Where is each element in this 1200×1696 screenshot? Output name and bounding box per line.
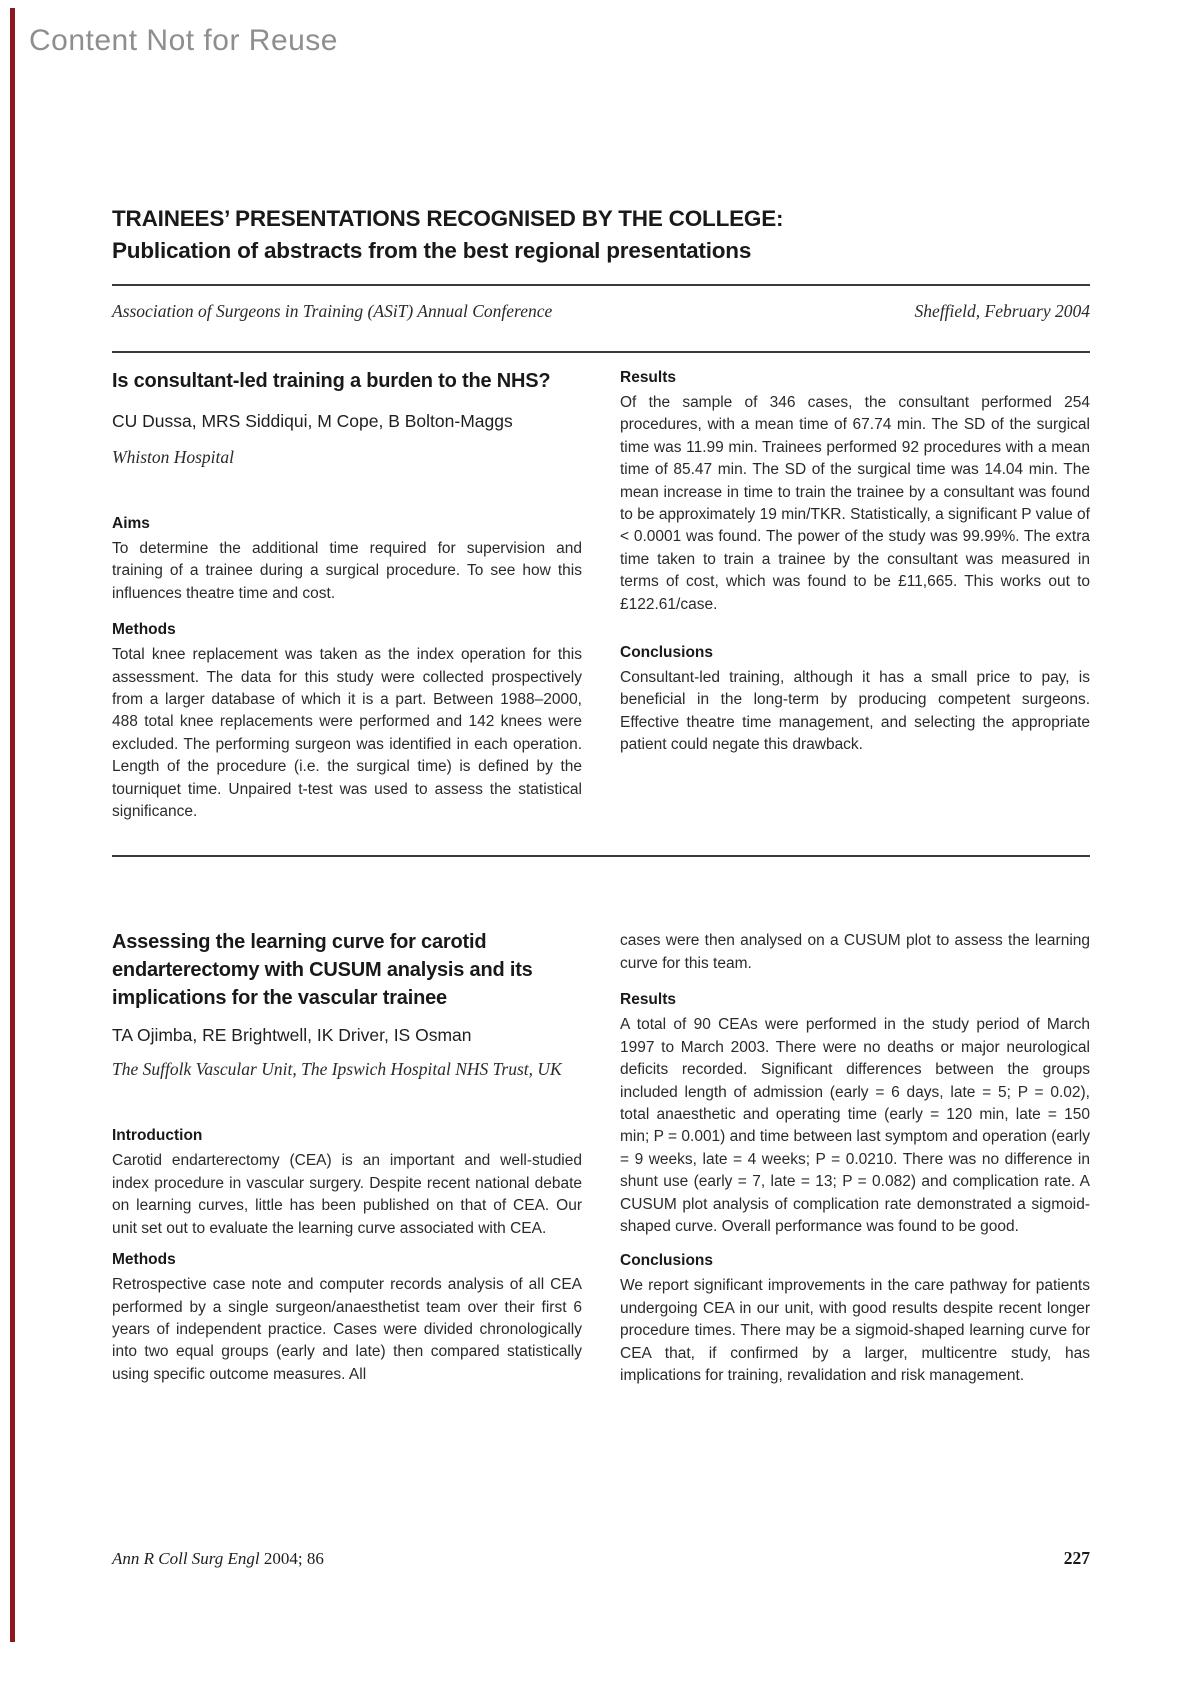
header-rule-bottom: [112, 351, 1090, 353]
abstract-divider-rule: [112, 855, 1090, 857]
abstract-1-results-text: Of the sample of 346 cases, the consultant performed 254 procedures, with a mean time of 67.74 min. The SD of the surgical time was 11.99 min. Trainees performed 92 procedures with a mean time of 85.47 min. The SD of the surgical time was 14.04 min. The mean increase in time to train the trainee by a consultant was found to be approximately 19 min/TKR. Statistically, a significant P value of < 0.0001 was found. The power of the study was 99.99%. The extra time taken to train a trainee by the consultant was measured in terms of cost, which was found to be £11,665. This works out to £122.61/case.: [620, 394, 1090, 613]
page-content: [112, 203, 1090, 1387]
spine-accent-strip: [10, 8, 15, 1642]
journal-citation: [112, 1549, 324, 1569]
abstract-1-methods-text: Total knee replacement was taken as the index operation for this assessment. The data for this study were collected prospectively from a larger database of which it is a part. Between 1988–2000, 488 total knee replacements were performed and 142 knees were excluded. The performing surgeon was identified in each operation. Length of the procedure (i.e. the surgical time) is defined by the tourniquet time. Unpaired t-test was used to assess the statistical significance.: [112, 646, 582, 821]
abstract-2-methods-heading: Methods: [112, 1251, 176, 1269]
header-rule-top: [112, 284, 1090, 286]
conference-row: [112, 301, 1090, 322]
abstract-2-methods-text: Retrospective case note and computer records analysis of all CEA performed by a single surgeon/anaesthetist team over their first 6 years of independent practice. Cases were divided chronologically into two equal groups (early and late) then compared statistically using specific outcome measures. All: [112, 1276, 582, 1383]
abstract-2-results-text: A total of 90 CEAs were performed in the study period of March 1997 to March 2003. There were no deaths or major neurological deficits recorded. Significant differences between the groups included length of admission (early = 6 days, late = 5; P = 0.02), total anaesthetic and operating time (early = 120 min, late = 150 min; P = 0.001) and time between last symptom and operation (early = 9 weeks, late = 4 weeks; P = 0.0210. There was no difference in shunt use (early = 7, late = 13; P = 0.082) and complication rate. A CUSUM plot analysis of complication rate demonstrated a sigmoid-shaped curve. Overall performance was found to be good.: [620, 1016, 1090, 1235]
abstract-2-title: Assessing the learning curve for carotid endarterectomy with CUSUM analysis and its implications for the vascular trainee: [112, 931, 533, 1010]
abstract-1-right-column: [620, 367, 1090, 823]
abstract-1-affiliation: Whiston Hospital: [112, 447, 235, 467]
page-title: [112, 203, 1090, 267]
abstract-2-methods-continuation: cases were then analysed on a CUSUM plot to assess the learning curve for this team.: [620, 932, 1090, 972]
abstract-2-introduction-text: Carotid endarterectomy (CEA) is an important and well-studied index procedure in vascular surgery. Despite recent national debate on learning curves, little has been published on that of CEA. Our unit set out to evaluate the learning curve associated with CEA.: [112, 1152, 582, 1237]
abstract-1-left-column: [112, 367, 582, 823]
abstract-1-results-heading: Results: [620, 369, 676, 386]
abstract-1: [112, 367, 1090, 823]
watermark-text: Content Not for Reuse: [29, 24, 338, 57]
abstract-1-methods-heading: Methods: [112, 621, 176, 639]
journal-issue: 2004; 86: [263, 1549, 324, 1568]
abstract-1-conclusions-text: Consultant-led training, although it has a small price to pay, is beneficial in the long-term by producing competent surgeons. Effective theatre time management, and selecting the appropriate patient could negate this drawback.: [620, 669, 1090, 754]
conference-name: Association of Surgeons in Training (ASiT) Annual Conference: [112, 301, 553, 321]
abstract-1-conclusions-heading: Conclusions: [620, 644, 714, 662]
page-title-line2: Publication of abstracts from the best regional presentations: [112, 238, 752, 263]
abstract-2-affiliation: The Suffolk Vascular Unit, The Ipswich Hospital NHS Trust, UK: [112, 1059, 562, 1080]
abstract-2-conclusions-heading: Conclusions: [620, 1252, 714, 1270]
abstract-2-right-column: [620, 928, 1090, 1387]
abstract-2-results-heading: Results: [620, 991, 676, 1009]
abstract-1-aims-heading: Aims: [112, 515, 150, 532]
abstract-2-introduction-heading: Introduction: [112, 1127, 203, 1145]
abstract-2-authors: TA Ojimba, RE Brightwell, IK Driver, IS Osman: [112, 1025, 472, 1046]
conference-location-date: Sheffield, February 2004: [914, 301, 1090, 321]
abstract-2: [112, 928, 1090, 1387]
journal-name: Ann R Coll Surg Engl: [112, 1549, 260, 1568]
page-title-line1: TRAINEES’ PRESENTATIONS RECOGNISED BY THE COLLEGE:: [112, 206, 784, 231]
abstract-2-conclusions-text: We report significant improvements in the care pathway for patients undergoing CEA in our unit, with good results despite recent longer procedure times. There may be a sigmoid-shaped learning curve for CEA that, if confirmed by a larger, multicentre study, has implications for training, revalidation and risk management.: [620, 1277, 1090, 1384]
page-number: 227: [1063, 1548, 1090, 1568]
abstract-2-left-column: [112, 928, 582, 1387]
abstract-1-authors: CU Dussa, MRS Siddiqui, M Cope, B Bolton-Maggs: [112, 411, 513, 431]
page-footer: [112, 1548, 1090, 1569]
abstract-1-title: Is consultant-led training a burden to the NHS?: [112, 370, 551, 392]
abstract-1-aims-text: To determine the additional time required for supervision and training of a trainee during a surgical procedure. To see how this influences theatre time and cost.: [112, 540, 582, 602]
